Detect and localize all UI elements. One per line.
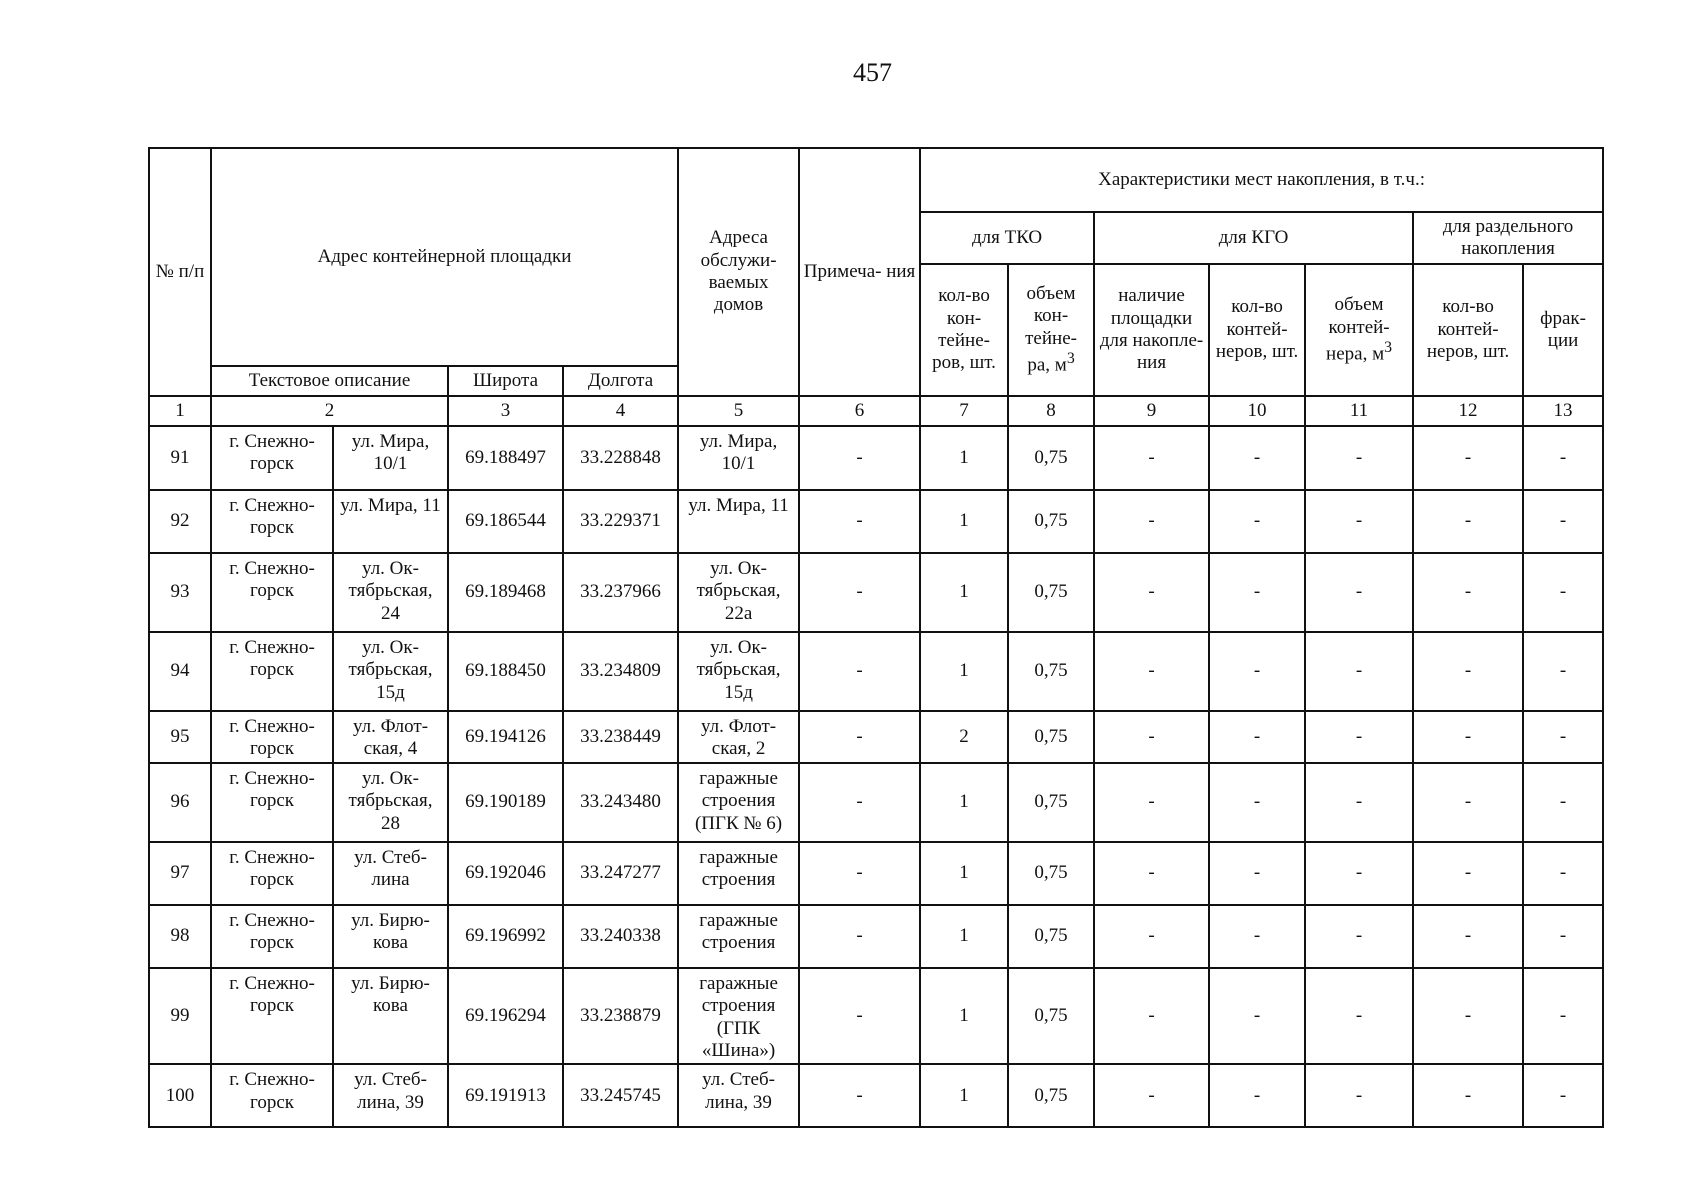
row-kgo-site: - [1094, 1064, 1209, 1127]
row-sep-count: - [1413, 711, 1523, 763]
column-numbers-row [149, 396, 1603, 426]
row-longitude: 33.238449 [563, 711, 678, 763]
row-kgo-count: - [1209, 553, 1305, 632]
row-city: г. Снежно- горск [211, 711, 333, 763]
row-kgo-count: - [1209, 632, 1305, 711]
header-tko: для ТКО [920, 212, 1094, 264]
row-sep-count: - [1413, 426, 1523, 490]
row-kgo-volume: - [1305, 1064, 1413, 1127]
column-number: 5 [678, 396, 799, 426]
row-served-address: ул. Флот- ская, 2 [678, 711, 799, 763]
row-kgo-count: - [1209, 711, 1305, 763]
row-tko-volume: 0,75 [1008, 1064, 1094, 1127]
header-characteristics: Характеристики мест накопления, в т.ч.: [920, 148, 1603, 212]
row-note: - [799, 905, 920, 968]
row-num: 99 [149, 968, 211, 1065]
row-sep-fractions: - [1523, 426, 1603, 490]
row-num: 92 [149, 490, 211, 553]
column-number: 1 [149, 396, 211, 426]
row-sep-count: - [1413, 553, 1523, 632]
row-city: г. Снежно- горск [211, 632, 333, 711]
row-num: 98 [149, 905, 211, 968]
column-number: 2 [211, 396, 448, 426]
header-sep-fractions: фрак- ции [1523, 264, 1603, 396]
column-number: 3 [448, 396, 563, 426]
table-row [149, 632, 1603, 711]
row-served-address: ул. Стеб- лина, 39 [678, 1064, 799, 1127]
row-tko-volume: 0,75 [1008, 426, 1094, 490]
row-note: - [799, 842, 920, 905]
row-sep-fractions: - [1523, 905, 1603, 968]
row-kgo-site: - [1094, 842, 1209, 905]
row-city: г. Снежно- горск [211, 426, 333, 490]
row-sep-fractions: - [1523, 632, 1603, 711]
row-note: - [799, 1064, 920, 1127]
row-longitude: 33.234809 [563, 632, 678, 711]
column-number: 12 [1413, 396, 1523, 426]
row-tko-volume: 0,75 [1008, 711, 1094, 763]
row-tko-count: 1 [920, 632, 1008, 711]
row-tko-count: 1 [920, 426, 1008, 490]
header-address-group: Адрес контейнерной площадки [211, 148, 678, 366]
row-sep-fractions: - [1523, 763, 1603, 842]
row-latitude: 69.191913 [448, 1064, 563, 1127]
row-longitude: 33.243480 [563, 763, 678, 842]
row-city: г. Снежно- горск [211, 490, 333, 553]
row-latitude: 69.194126 [448, 711, 563, 763]
row-longitude: 33.245745 [563, 1064, 678, 1127]
row-note: - [799, 632, 920, 711]
row-kgo-volume: - [1305, 490, 1413, 553]
row-street: ул. Ок- тябрьская, 15д [333, 632, 448, 711]
cube-superscript: 3 [1066, 350, 1075, 368]
row-served-address: ул. Ок- тябрьская, 22а [678, 553, 799, 632]
row-kgo-count: - [1209, 968, 1305, 1065]
header-text-description: Текстовое описание [211, 366, 448, 396]
row-kgo-volume: - [1305, 632, 1413, 711]
header-served-addresses: Адреса обслужи- ваемых домов [678, 148, 799, 396]
row-sep-fractions: - [1523, 968, 1603, 1065]
row-served-address: гаражные строения [678, 905, 799, 968]
row-kgo-count: - [1209, 490, 1305, 553]
column-number: 13 [1523, 396, 1603, 426]
column-number: 11 [1305, 396, 1413, 426]
container-sites-table [148, 147, 1604, 1128]
row-tko-count: 1 [920, 968, 1008, 1065]
cube-superscript: 3 [1384, 339, 1393, 357]
row-street: ул. Мира, 11 [333, 490, 448, 553]
column-number: 4 [563, 396, 678, 426]
row-city: г. Снежно- горск [211, 763, 333, 842]
row-served-address: гаражные строения [678, 842, 799, 905]
row-kgo-site: - [1094, 763, 1209, 842]
row-kgo-site: - [1094, 711, 1209, 763]
row-kgo-volume: - [1305, 905, 1413, 968]
table-row [149, 553, 1603, 632]
row-city: г. Снежно- горск [211, 842, 333, 905]
header-kgo-volume: объем контей- нера, $м^3$ [1305, 264, 1413, 396]
header-tko-count: кол-во кон- тейне- ров, шт. [920, 264, 1008, 396]
column-number: 8 [1008, 396, 1094, 426]
row-longitude: 33.228848 [563, 426, 678, 490]
row-sep-count: - [1413, 968, 1523, 1065]
row-kgo-volume: - [1305, 426, 1413, 490]
row-num: 100 [149, 1064, 211, 1127]
row-tko-count: 1 [920, 905, 1008, 968]
row-sep-fractions: - [1523, 842, 1603, 905]
row-kgo-volume: - [1305, 763, 1413, 842]
row-kgo-site: - [1094, 490, 1209, 553]
header-kgo-site: наличие площадки для накопле- ния [1094, 264, 1209, 396]
header-tko-volume: объем кон- тейне- ра, $м^3$ [1008, 264, 1094, 396]
table-row [149, 968, 1603, 1065]
row-latitude: 69.189468 [448, 553, 563, 632]
row-street: ул. Флот- ская, 4 [333, 711, 448, 763]
row-tko-count: 1 [920, 553, 1008, 632]
row-num: 96 [149, 763, 211, 842]
row-city: г. Снежно- горск [211, 1064, 333, 1127]
row-kgo-volume: - [1305, 553, 1413, 632]
row-tko-count: 1 [920, 490, 1008, 553]
row-served-address: гаражные строения (ГПК «Шина») [678, 968, 799, 1065]
row-tko-volume: 0,75 [1008, 763, 1094, 842]
row-latitude: 69.188450 [448, 632, 563, 711]
row-latitude: 69.190189 [448, 763, 563, 842]
row-sep-fractions: - [1523, 711, 1603, 763]
row-sep-count: - [1413, 905, 1523, 968]
header-num: № п/п [149, 148, 211, 396]
row-longitude: 33.240338 [563, 905, 678, 968]
page-number: 457 [853, 58, 892, 87]
column-number: 9 [1094, 396, 1209, 426]
table-row [149, 426, 1603, 490]
header-kgo: для КГО [1094, 212, 1413, 264]
row-kgo-site: - [1094, 632, 1209, 711]
row-latitude: 69.192046 [448, 842, 563, 905]
row-note: - [799, 968, 920, 1065]
row-street: ул. Стеб- лина, 39 [333, 1064, 448, 1127]
row-kgo-volume: - [1305, 968, 1413, 1065]
table-row [149, 842, 1603, 905]
row-num: 94 [149, 632, 211, 711]
header-separate: для раздельного накопления [1413, 212, 1603, 264]
row-sep-count: - [1413, 1064, 1523, 1127]
row-num: 97 [149, 842, 211, 905]
row-kgo-site: - [1094, 968, 1209, 1065]
table-body [149, 426, 1603, 1127]
row-note: - [799, 711, 920, 763]
row-kgo-site: - [1094, 426, 1209, 490]
row-served-address: ул. Мира, 10/1 [678, 426, 799, 490]
table-row [149, 763, 1603, 842]
row-served-address: ул. Ок- тябрьская, 15д [678, 632, 799, 711]
row-street: ул. Бирю- кова [333, 905, 448, 968]
row-kgo-count: - [1209, 905, 1305, 968]
row-street: ул. Ок- тябрьская, 24 [333, 553, 448, 632]
row-kgo-site: - [1094, 553, 1209, 632]
row-served-address: гаражные строения (ПГК № 6) [678, 763, 799, 842]
row-sep-count: - [1413, 763, 1523, 842]
header-latitude: Широта [448, 366, 563, 396]
table-row [149, 905, 1603, 968]
row-longitude: 33.247277 [563, 842, 678, 905]
row-city: г. Снежно- горск [211, 968, 333, 1065]
row-tko-count: 1 [920, 842, 1008, 905]
row-tko-volume: 0,75 [1008, 632, 1094, 711]
header-kgo-count: кол-во контей- неров, шт. [1209, 264, 1305, 396]
row-latitude: 69.196992 [448, 905, 563, 968]
column-number: 7 [920, 396, 1008, 426]
table-row [149, 1064, 1603, 1127]
row-note: - [799, 490, 920, 553]
row-sep-fractions: - [1523, 1064, 1603, 1127]
row-tko-count: 1 [920, 763, 1008, 842]
header-longitude: Долгота [563, 366, 678, 396]
column-number: 6 [799, 396, 920, 426]
row-tko-volume: 0,75 [1008, 553, 1094, 632]
row-longitude: 33.229371 [563, 490, 678, 553]
row-num: 93 [149, 553, 211, 632]
header-notes: Примеча- ния [799, 148, 920, 396]
row-served-address: ул. Мира, 11 [678, 490, 799, 553]
row-latitude: 69.188497 [448, 426, 563, 490]
row-street: ул. Мира, 10/1 [333, 426, 448, 490]
table-row [149, 490, 1603, 553]
row-sep-count: - [1413, 490, 1523, 553]
row-kgo-site: - [1094, 905, 1209, 968]
row-tko-count: 1 [920, 1064, 1008, 1127]
table-row [149, 711, 1603, 763]
row-kgo-count: - [1209, 1064, 1305, 1127]
row-kgo-count: - [1209, 842, 1305, 905]
row-sep-fractions: - [1523, 490, 1603, 553]
row-sep-fractions: - [1523, 553, 1603, 632]
row-city: г. Снежно- горск [211, 905, 333, 968]
row-street: ул. Ок- тябрьская, 28 [333, 763, 448, 842]
row-note: - [799, 553, 920, 632]
row-tko-volume: 0,75 [1008, 905, 1094, 968]
row-street: ул. Стеб- лина [333, 842, 448, 905]
header-sep-count: кол-во контей- неров, шт. [1413, 264, 1523, 396]
row-sep-count: - [1413, 632, 1523, 711]
row-tko-volume: 0,75 [1008, 842, 1094, 905]
row-kgo-volume: - [1305, 711, 1413, 763]
row-longitude: 33.238879 [563, 968, 678, 1065]
column-number: 10 [1209, 396, 1305, 426]
row-num: 91 [149, 426, 211, 490]
row-sep-count: - [1413, 842, 1523, 905]
row-street: ул. Бирю- кова [333, 968, 448, 1065]
row-latitude: 69.196294 [448, 968, 563, 1065]
row-kgo-volume: - [1305, 842, 1413, 905]
table-header [149, 148, 1603, 426]
row-note: - [799, 763, 920, 842]
row-tko-volume: 0,75 [1008, 490, 1094, 553]
row-kgo-count: - [1209, 763, 1305, 842]
row-num: 95 [149, 711, 211, 763]
row-kgo-count: - [1209, 426, 1305, 490]
row-longitude: 33.237966 [563, 553, 678, 632]
row-city: г. Снежно- горск [211, 553, 333, 632]
row-note: - [799, 426, 920, 490]
row-tko-count: 2 [920, 711, 1008, 763]
row-latitude: 69.186544 [448, 490, 563, 553]
row-tko-volume: 0,75 [1008, 968, 1094, 1065]
